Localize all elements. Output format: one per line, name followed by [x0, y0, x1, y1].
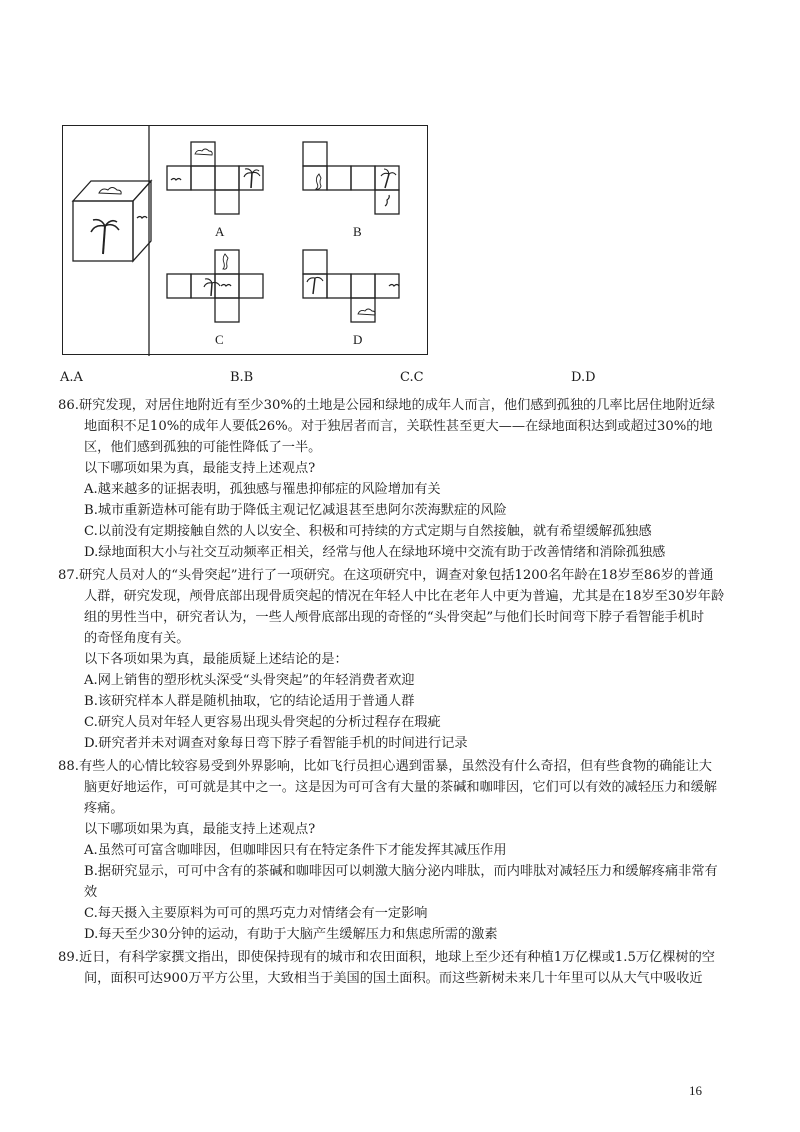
- question-prompt: 以下各项如果为真，最能质疑上述结论的是：: [84, 652, 348, 667]
- answer-option: A.虽然可可富含咖啡因，但咖啡因只有在特定条件下才能发挥其减压作用: [84, 843, 507, 858]
- question-stem-first-line: 89.近日，有科学家撰文指出，即使保持现有的城市和农田面积，地球上至少还有种植1万亿棵或1.5万亿棵树的空: [58, 950, 715, 965]
- question-stem-line: 疼痛。: [84, 801, 124, 816]
- answer-option: C.每天摄入主要原料为可可的黑巧克力对情绪会有一定影响: [84, 906, 428, 921]
- questions-area: [58, 395, 748, 991]
- question-prompt: 以下哪项如果为真，最能支持上述观点?: [84, 461, 316, 476]
- page-number: 16: [689, 1083, 702, 1098]
- figure-label-c: C: [215, 332, 224, 347]
- answer-option: D.每天至少30分钟的运动，有助于大脑产生缓解压力和焦虑所需的激素: [84, 927, 498, 942]
- figure-label-b: B: [353, 224, 362, 239]
- answer-option: 效: [84, 885, 98, 900]
- answer-option: A.网上销售的塑形枕头深受“头骨突起”的年轻消费者欢迎: [84, 673, 415, 688]
- figure-label-d: D: [353, 332, 363, 347]
- figure-label-a: A: [215, 224, 225, 239]
- answer-option: C.以前没有定期接触自然的人以安全、积极和可持续的方式定期与自然接触，就有希望缓解孤独感: [84, 524, 652, 539]
- answer-option: B.该研究样本人群是随机抽取，它的结论适用于普通人群: [84, 694, 415, 709]
- choice-d: D.D: [571, 370, 596, 385]
- question-stem-line: 地面积不足10%的成年人要低26%。对于独居者而言，关联性甚至更大——在绿地面积达到或超过30%的地: [84, 419, 713, 434]
- choice-b: B.B: [230, 370, 254, 385]
- question-stem-line: 组的男性当中，研究者认为，一些人颅骨底部出现的奇怪的“头骨突起”与他们长时间弯下脖子看智能手机时: [84, 610, 705, 625]
- question-stem-line: 脑更好地运作，可可就是其中之一。这是因为可可含有大量的茶碱和咖啡因，它们可以有效的减轻压力和缓解: [84, 780, 717, 795]
- question-block: [58, 565, 748, 754]
- question-stem-line: 人群，研究发现，颅骨底部出现骨质突起的情况在年轻人中比在老年人中更为普遍，尤其是在18岁至30岁年龄: [84, 589, 725, 604]
- question-stem-line: 的奇怪角度有关。: [84, 631, 190, 646]
- question-block: [58, 947, 748, 989]
- answer-option: D.研究者并未对调查对象每日弯下脖子看智能手机的时间进行记录: [84, 736, 468, 751]
- answer-option: B.城市重新造林可能有助于降低主观记忆减退甚至患阿尔茨海默症的风险: [84, 503, 507, 518]
- question-stem-first-line: 87.研究人员对人的“头骨突起”进行了一项研究。在这项研究中，调查对象包括1200名年龄在18岁至86岁的普通: [58, 568, 714, 583]
- question-stem-first-line: 86.研究发现，对居住地附近有至少30%的土地是公园和绿地的成年人而言，他们感到孤独的几率比居住地附近绿: [58, 398, 715, 413]
- question-prompt: 以下哪项如果为真，最能支持上述观点?: [84, 822, 316, 837]
- cube-net-drawing: [63, 126, 429, 356]
- choice-a: A.A: [60, 370, 83, 385]
- answer-option: C.研究人员对年轻人更容易出现头骨突起的分析过程存在瑕疵: [84, 715, 441, 730]
- question-block: [58, 395, 748, 563]
- cube-net-figure: [62, 125, 428, 355]
- answer-option: B.据研究显示，可可中含有的茶碱和咖啡因可以刺激大脑分泌内啡肽，而内啡肽对减轻压力和缓解疼痛非常有: [84, 864, 718, 879]
- question-stem-line: 区，他们感到孤独的可能性降低了一半。: [84, 440, 322, 455]
- choice-c: C.C: [400, 370, 424, 385]
- answer-option: D.绿地面积大小与社交互动频率正相关，经常与他人在绿地环境中交流有助于改善情绪和消除孤独感: [84, 545, 666, 560]
- question-block: [58, 756, 748, 945]
- question-stem-first-line: 88.有些人的心情比较容易受到外界影响，比如飞行员担心遇到雷暴，虽然没有什么奇招，但有些食物的确能让大: [58, 759, 712, 774]
- question-stem-line: 间，面积可达900万平方公里，大致相当于美国的国土面积。而这些新树未来几十年里可以从大气中吸收近: [84, 971, 703, 986]
- answer-option: A.越来越多的证据表明，孤独感与罹患抑郁症的风险增加有关: [84, 482, 441, 497]
